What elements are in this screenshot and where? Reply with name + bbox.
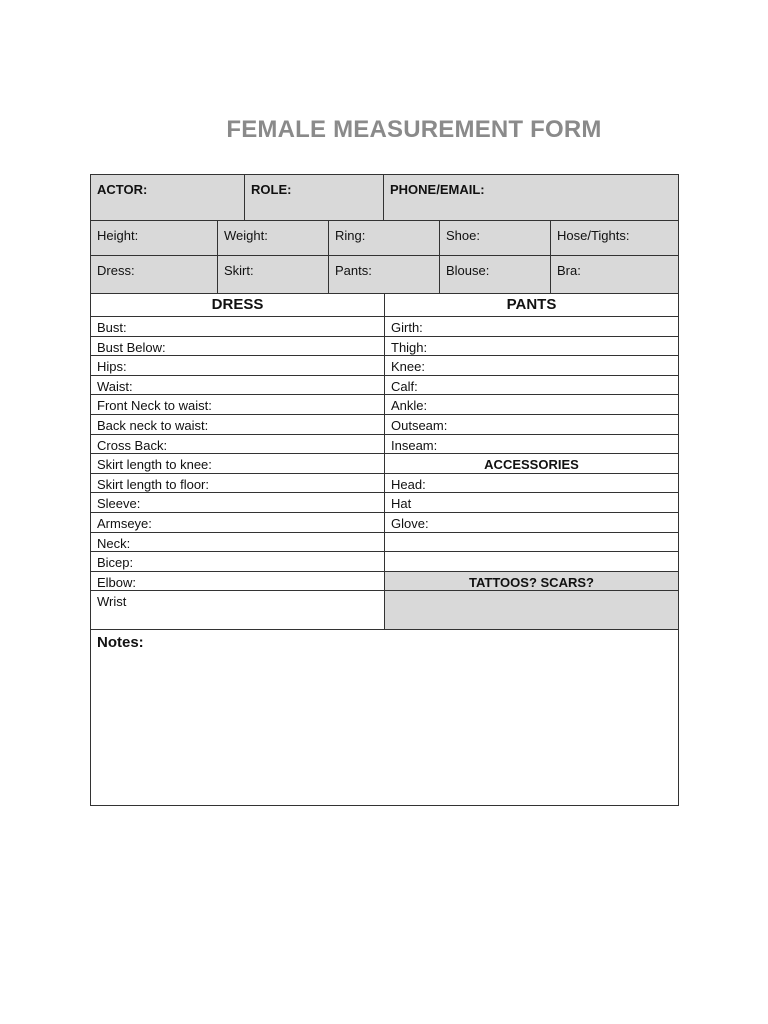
pants-row-ankle[interactable]: Ankle: (384, 394, 679, 415)
dress-row-waist[interactable]: Waist: (90, 375, 385, 396)
pants-row-calf[interactable]: Calf: (384, 375, 679, 396)
accessories-row-blank-1[interactable] (384, 532, 679, 553)
accessories-heading: ACCESSORIES (384, 453, 679, 474)
dress-row-skirt-knee[interactable]: Skirt length to knee: (90, 453, 385, 474)
pants-row-girth[interactable]: Girth: (384, 316, 679, 337)
shoe-field[interactable]: Shoe: (439, 220, 551, 256)
dress-row-skirt-floor[interactable]: Skirt length to floor: (90, 473, 385, 494)
pants-row-inseam[interactable]: Inseam: (384, 434, 679, 455)
dress-size-field[interactable]: Dress: (90, 255, 218, 294)
phone-email-field[interactable]: PHONE/EMAIL: (383, 174, 679, 221)
dress-row-bust-below[interactable]: Bust Below: (90, 336, 385, 357)
dress-row-hips[interactable]: Hips: (90, 355, 385, 376)
notes-label: Notes: (97, 634, 144, 651)
dress-row-sleeve[interactable]: Sleeve: (90, 492, 385, 513)
blouse-size-field[interactable]: Blouse: (439, 255, 551, 294)
tattoos-scars-field[interactable] (384, 590, 679, 630)
dress-row-cross-back[interactable]: Cross Back: (90, 434, 385, 455)
notes-area[interactable] (90, 629, 679, 806)
ring-field[interactable]: Ring: (328, 220, 440, 256)
dress-row-front-neck[interactable]: Front Neck to waist: (90, 394, 385, 415)
dress-row-bicep[interactable]: Bicep: (90, 551, 385, 572)
weight-field[interactable]: Weight: (217, 220, 329, 256)
accessories-row-glove[interactable]: Glove: (384, 512, 679, 533)
pants-row-outseam[interactable]: Outseam: (384, 414, 679, 435)
hose-tights-field[interactable]: Hose/Tights: (550, 220, 679, 256)
height-field[interactable]: Height: (90, 220, 218, 256)
bra-size-field[interactable]: Bra: (550, 255, 679, 294)
tattoos-scars-heading: TATTOOS? SCARS? (384, 571, 679, 592)
dress-row-armseye[interactable]: Armseye: (90, 512, 385, 533)
measurement-form (90, 174, 679, 806)
skirt-size-field[interactable]: Skirt: (217, 255, 329, 294)
pants-row-thigh[interactable]: Thigh: (384, 336, 679, 357)
dress-row-wrist[interactable]: Wrist (90, 590, 385, 630)
pants-heading: PANTS (384, 293, 679, 317)
dress-row-back-neck[interactable]: Back neck to waist: (90, 414, 385, 435)
dress-heading: DRESS (90, 293, 385, 317)
accessories-row-hat[interactable]: Hat (384, 492, 679, 513)
form-title: FEMALE MEASUREMENT FORM (226, 116, 602, 143)
dress-row-elbow[interactable]: Elbow: (90, 571, 385, 592)
dress-row-neck[interactable]: Neck: (90, 532, 385, 553)
pants-size-field[interactable]: Pants: (328, 255, 440, 294)
dress-row-bust[interactable]: Bust: (90, 316, 385, 337)
actor-field[interactable]: ACTOR: (90, 174, 245, 221)
accessories-row-blank-2[interactable] (384, 551, 679, 572)
pants-row-knee[interactable]: Knee: (384, 355, 679, 376)
accessories-row-head[interactable]: Head: (384, 473, 679, 494)
role-field[interactable]: ROLE: (244, 174, 384, 221)
